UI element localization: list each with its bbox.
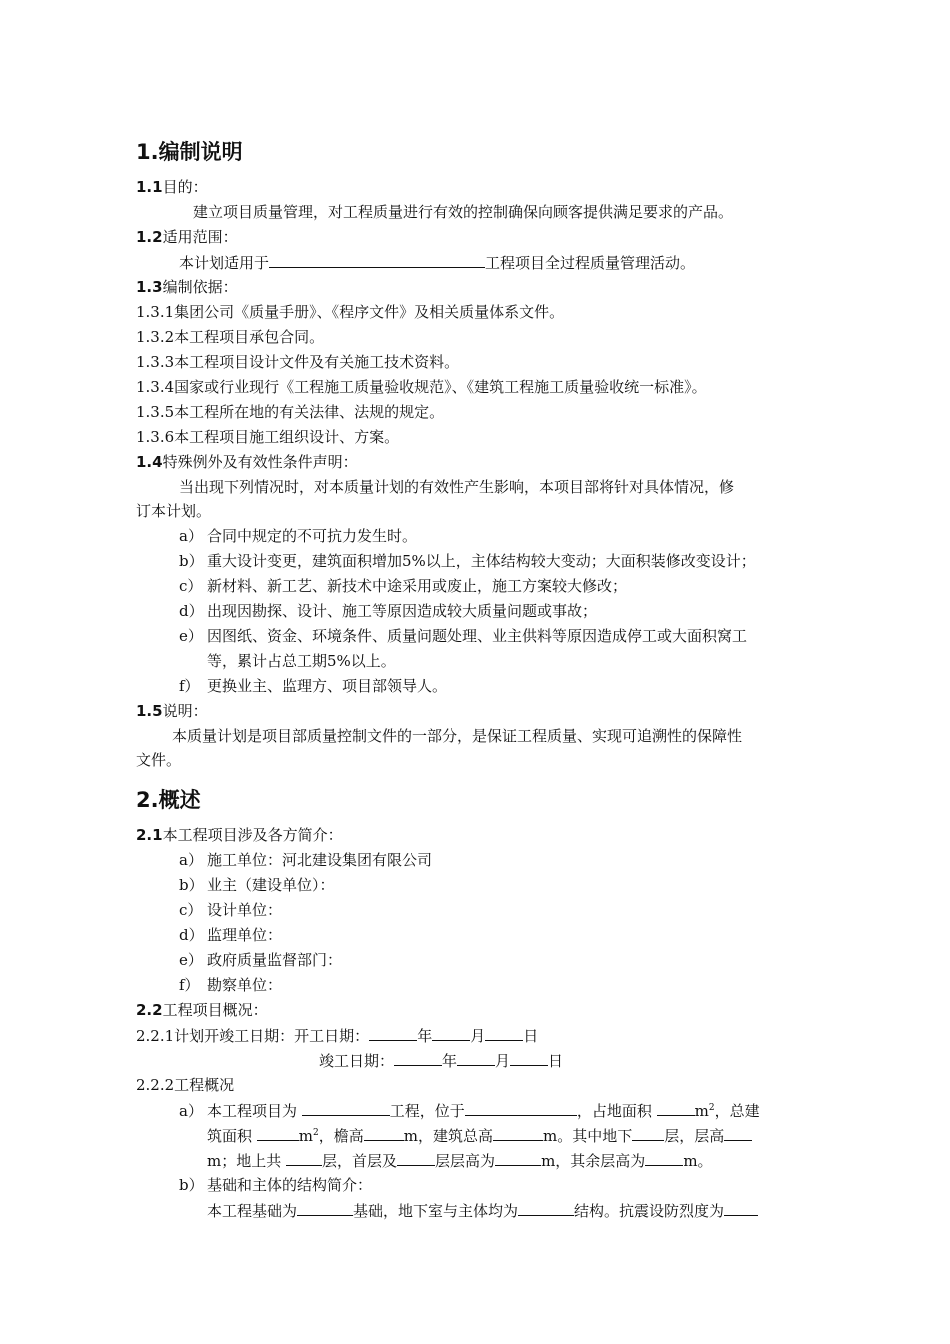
- text: 月: [470, 1027, 486, 1045]
- paragraph: 建立项目质量管理，对工程质量进行有效的控制确保向顾客提供满足要求的产品。: [193, 203, 734, 221]
- superscript: 2: [313, 1128, 319, 1138]
- list-item: [179, 524, 417, 549]
- text: 。: [697, 1152, 713, 1170]
- list-marker: b）: [179, 876, 204, 894]
- subsection-1-1: [136, 175, 208, 200]
- blank-line: [724, 1123, 752, 1141]
- list-item: [179, 599, 597, 624]
- list-item: 1.3.6本工程项目施工组织设计、方案。: [136, 428, 400, 446]
- list-item: 1.3.1集团公司《质量手册》、《程序文件》及相关质量体系文件。: [136, 303, 565, 321]
- subsection-label: 特殊例外及有效性条件声明：: [162, 453, 358, 471]
- text: m: [694, 1102, 709, 1120]
- list-item: [179, 848, 432, 873]
- text: 层，层高: [664, 1127, 725, 1145]
- list-marker: d）: [179, 602, 204, 620]
- list-marker: e）: [179, 627, 203, 645]
- text: 年: [417, 1027, 433, 1045]
- text: 月: [495, 1052, 511, 1070]
- text: ，檐高: [318, 1127, 364, 1145]
- start-date-label: 开工日期：: [294, 1027, 370, 1045]
- list-item: [179, 574, 627, 599]
- blank-line: [302, 1098, 390, 1116]
- text: ；地上共: [221, 1152, 282, 1170]
- section-2-heading: [136, 785, 201, 815]
- paragraph: 文件。: [136, 751, 182, 769]
- list-marker: d）: [179, 926, 204, 944]
- overview-item-b: [179, 1173, 372, 1198]
- list-text: 出现因勘探、设计、施工等原因造成较大质量问题或事故；: [207, 602, 598, 620]
- end-date-label: 竣工日期：: [319, 1052, 395, 1070]
- blank-line: [493, 1123, 543, 1141]
- list-item: [179, 624, 747, 649]
- list-marker: f）: [179, 976, 200, 994]
- blank-line: [364, 1123, 404, 1141]
- subsection-label: 本工程项目涉及各方简介：: [162, 826, 343, 844]
- list-text: 政府质量监督部门：: [207, 951, 343, 969]
- superscript: 2: [708, 1103, 715, 1113]
- text: ，总建: [714, 1102, 760, 1120]
- subsection-number: 1.1: [136, 178, 163, 196]
- list-text: 合同中规定的不可抗力发生时。: [207, 527, 418, 545]
- subsection-label: 说明：: [162, 702, 208, 720]
- blank-line: [286, 1148, 322, 1166]
- text: 本工程项目为: [207, 1102, 298, 1120]
- text: m: [298, 1127, 314, 1145]
- list-text: 重大设计变更，建筑面积增加5%以上，主体结构较大变动；大面积装修改变设计；: [207, 552, 756, 570]
- subsection-2-2: [136, 998, 268, 1023]
- list-marker: b）: [179, 1176, 204, 1194]
- list-marker: e）: [179, 951, 203, 969]
- list-marker: a）: [179, 1102, 203, 1120]
- section-title: 概述: [158, 788, 201, 812]
- start-date-line: [136, 1023, 538, 1049]
- overview-item-a-line-2: [207, 1123, 752, 1149]
- blank-line: [397, 1148, 435, 1166]
- subsection-number: 1.3: [136, 278, 163, 296]
- list-text: 施工单位：河北建设集团有限公司: [207, 851, 433, 869]
- text: m: [541, 1152, 556, 1170]
- list-text: 监理单位：: [207, 926, 283, 944]
- section-number: 2.: [136, 788, 159, 812]
- section-title: 编制说明: [158, 140, 243, 164]
- overview-item-a-line-1: [179, 1098, 760, 1124]
- list-item: [179, 948, 342, 973]
- subsection-label: 适用范围：: [162, 228, 238, 246]
- text: 年: [442, 1052, 458, 1070]
- subsection-number: 2.2: [136, 1001, 163, 1019]
- list-item: [179, 549, 756, 574]
- text: 结构。抗震设防烈度为: [574, 1202, 725, 1220]
- list-item: 1.3.2本工程项目承包合同。: [136, 328, 325, 346]
- list-item: 1.3.3本工程项目设计文件及有关施工技术资料。: [136, 353, 460, 371]
- list-marker: f）: [179, 677, 200, 695]
- dates-label: 2.2.1计划开竣工日期：: [136, 1027, 295, 1045]
- text: 层，首层及: [322, 1152, 398, 1170]
- subsection-number: 2.1: [136, 826, 163, 844]
- text: m: [403, 1127, 419, 1145]
- list-marker: c）: [179, 577, 203, 595]
- text: 工程项目全过程质量管理活动。: [485, 254, 696, 272]
- overview-item-b-text: [207, 1198, 758, 1224]
- year-blank: [369, 1023, 417, 1041]
- blank-line: [724, 1198, 758, 1216]
- text: 日: [523, 1027, 539, 1045]
- text: m: [543, 1127, 558, 1145]
- month-blank: [457, 1048, 495, 1066]
- paragraph: [179, 250, 695, 276]
- blank-line: [632, 1123, 664, 1141]
- subsection-1-5: [136, 699, 208, 724]
- subsection-2-1: [136, 823, 343, 848]
- paragraph: 订本计划。: [136, 502, 212, 520]
- list-item: [179, 898, 282, 923]
- subsection-number: 1.4: [136, 453, 163, 471]
- subsection-1-3: [136, 275, 238, 300]
- text: 基础，地下室与主体均为: [353, 1202, 519, 1220]
- blank-line: [518, 1198, 574, 1216]
- text: 筑面积: [207, 1127, 253, 1145]
- blank-line: [657, 1098, 695, 1116]
- list-item: [179, 973, 282, 998]
- list-item: [179, 674, 447, 699]
- overview-label: 2.2.2工程概况: [136, 1076, 235, 1094]
- list-text: 更换业主、监理方、项目部领导人。: [207, 677, 448, 695]
- subsection-number: 1.5: [136, 702, 163, 720]
- blank-line: [257, 1123, 299, 1141]
- list-text: 因图纸、资金、环境条件、质量问题处理、业主供料等原因造成停工或大面积窝工: [207, 627, 748, 645]
- section-number: 1.: [136, 140, 159, 164]
- subsection-1-2: [136, 225, 238, 250]
- text: m: [207, 1152, 222, 1170]
- subsection-number: 1.2: [136, 228, 163, 246]
- list-marker: a）: [179, 851, 203, 869]
- list-item: 1.3.4国家或行业现行《工程施工质量验收规范》、《建筑工程施工质量验收统一标准》。: [136, 378, 707, 396]
- text: 层层高为: [435, 1152, 496, 1170]
- blank-line: [495, 1148, 541, 1166]
- section-1-heading: [136, 137, 243, 167]
- list-item: [179, 923, 282, 948]
- list-item: 1.3.5本工程所在地的有关法律、法规的规定。: [136, 403, 445, 421]
- paragraph: 本质量计划是项目部质量控制文件的一部分，是保证工程质量、实现可追溯性的保障性: [172, 727, 743, 745]
- text: 工程，位于: [389, 1102, 465, 1120]
- subsection-1-4: [136, 450, 358, 475]
- text: 基础和主体的结构简介：: [207, 1176, 373, 1194]
- blank-line: [645, 1148, 683, 1166]
- end-date-line: [319, 1048, 563, 1074]
- month-blank: [432, 1023, 470, 1041]
- subsection-label: 目的：: [162, 178, 208, 196]
- year-blank: [394, 1048, 442, 1066]
- overview-item-a-line-3: [207, 1148, 713, 1174]
- paragraph: 当出现下列情况时，对本质量计划的有效性产生影响，本项目部将针对具体情况，修: [179, 478, 735, 496]
- list-marker: b）: [179, 552, 204, 570]
- text: 本计划适用于: [179, 254, 270, 272]
- list-marker: a）: [179, 527, 203, 545]
- text: ，占地面积: [576, 1102, 652, 1120]
- blank-line: [297, 1198, 353, 1216]
- text: 本工程基础为: [207, 1202, 298, 1220]
- subsection-label: 编制依据：: [162, 278, 238, 296]
- day-blank: [510, 1048, 548, 1066]
- list-text: 设计单位：: [207, 901, 283, 919]
- list-text: 新材料、新工艺、新技术中途采用或废止，施工方案较大修改；: [207, 577, 628, 595]
- list-item-continuation: 等，累计占总工期5%以上。: [207, 652, 396, 670]
- text: 。其中地下: [557, 1127, 633, 1145]
- text: ，建筑总高: [418, 1127, 494, 1145]
- text: ，其余层高为: [555, 1152, 646, 1170]
- list-text: 业主（建设单位）：: [207, 876, 335, 894]
- day-blank: [485, 1023, 523, 1041]
- list-text: 勘察单位：: [207, 976, 283, 994]
- subsection-label: 工程项目概况：: [162, 1001, 268, 1019]
- text: 日: [548, 1052, 564, 1070]
- text: m: [683, 1152, 698, 1170]
- blank-line: [465, 1098, 577, 1116]
- list-item: [179, 873, 335, 898]
- blank-line: [269, 250, 485, 268]
- list-marker: c）: [179, 901, 203, 919]
